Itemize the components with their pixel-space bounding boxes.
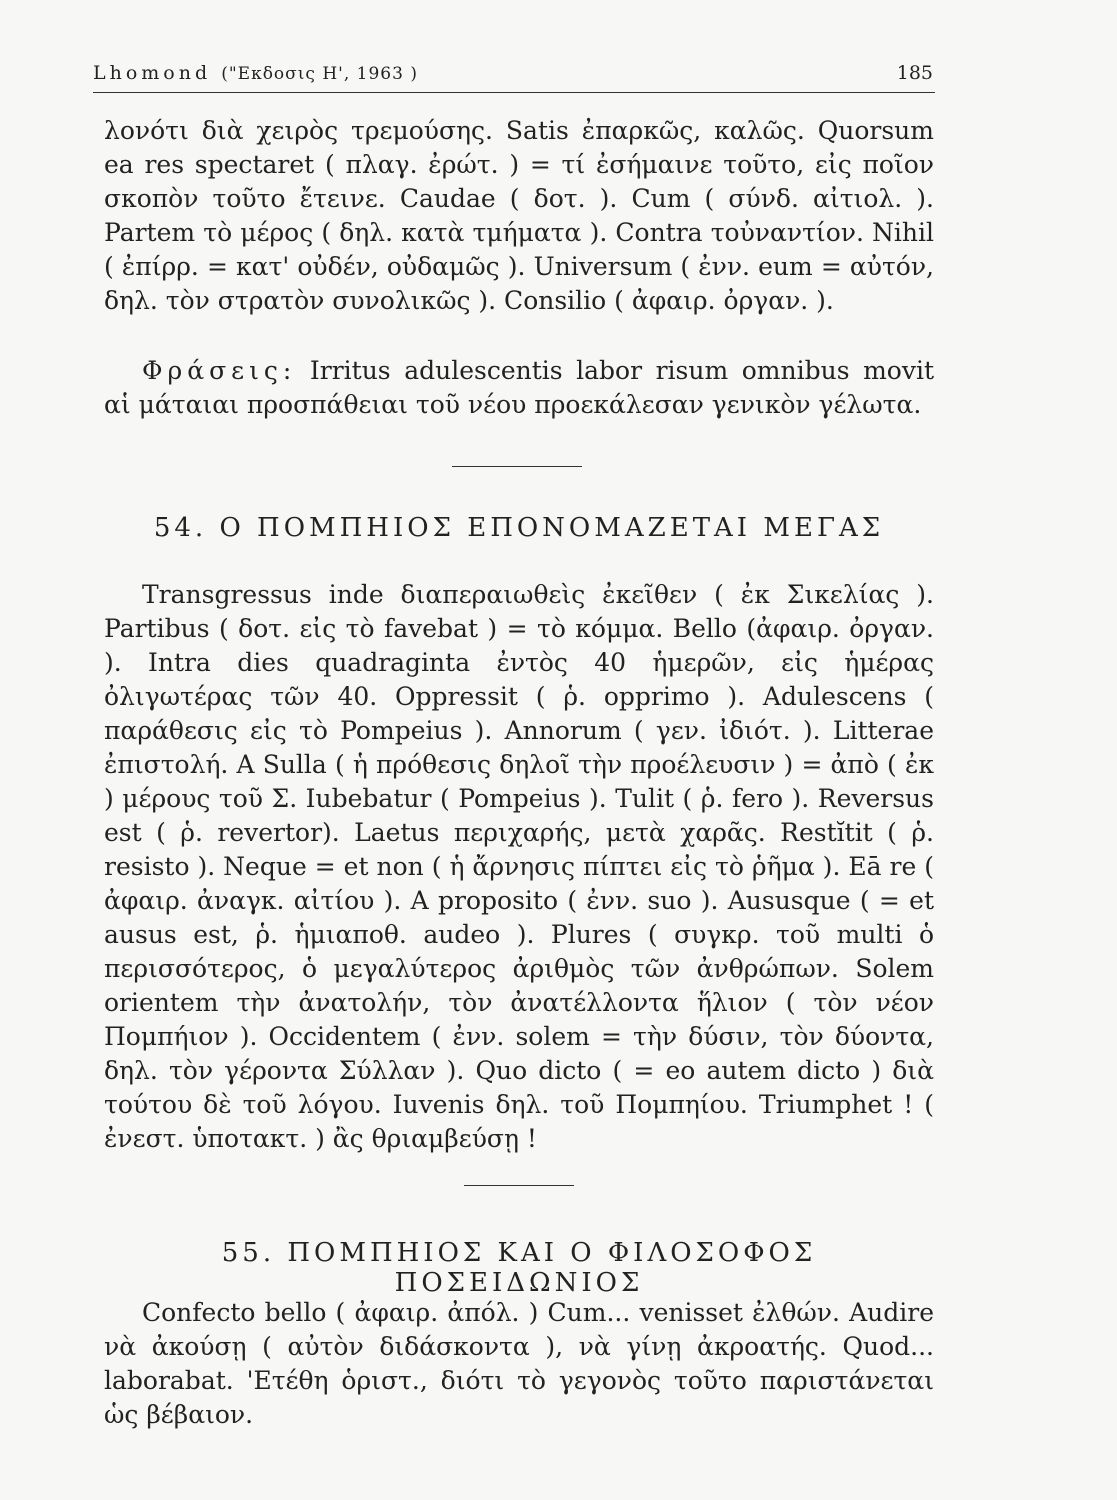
section-55-body: Confecto bello ( ἀφαιρ. ἀπόλ. ) Cum... venisset ἐλθών. Audire νὰ ἀκούσῃ ( αὐτὸν διδάσκοντα ), νὰ γίνῃ ἀκροατής. Quod... laborabat. 'Ετέθη ὁριστ., διότι τὸ γεγονὸς τοῦτο παριστάνεται ὡς βέβαιον.: [104, 1298, 934, 1429]
section-54-body: Transgressus inde διαπεραιωθεὶς ἐκεῖθεν ( ἐκ Σικελίας ). Partibus ( δοτ. εἰς τὸ favebat ) = τὸ κόμμα. Bello (ἀφαιρ. ὀργαν. ). Intra dies quadraginta ἐντὸς 40 ἡμερῶν, εἰς ἡμέρας ὀλιγωτέρας τῶν 40. Oppressit ( ῥ. opprimo ). Adulescens ( παράθεσις εἰς τὸ Pompeius ). Annorum ( γεν. ἰδιότ. ). Litterae ἐπιστολή. A Sulla ( ἡ πρόθεσις δηλοῖ τὴν προέλευσιν ) = ἀπὸ ( ἐκ ) μέρους τοῦ Σ. Iubebatur ( Pompeius ). Tulit ( ῥ. fero ). Reversus est ( ῥ. revertor). Laetus περιχαρής, μετὰ χαρᾶς. Restĭtit ( ῥ. resisto ). Neque = et non ( ἡ ἄρνησις πίπτει εἰς τὸ ῥῆμα ). Eā re ( ἀφαιρ. ἀναγκ. αἰτίου ). A proposito ( ἐνν. suo ). Aususque ( = et ausus est, ῥ. ἡμιαποθ. audeo ). Plures ( συγκρ. τοῦ multi ὁ περισσότερος, ὁ μεγαλύτερος ἀριθμὸς τῶν ἀνθρώπων. Solem orientem τὴν ἀνατολήν, τὸν ἀνατέλλοντα ἥλιον ( τὸν νέον Πομπήιον ). Occidentem ( ἐνν. solem = τὴν δύσιν, τὸν δύοντα, δηλ. τὸν γέροντα Σύλλαν ). Quo dicto ( = eo autem dicto ) διὰ τούτου δὲ τοῦ λόγου. Iuvenis δηλ. τοῦ Πομπηίου. Triumphet ! ( ἐνεστ. ὑποτακτ. ) ἂς θριαμβεύσῃ !: [104, 580, 934, 1153]
phrases-paragraph: [104, 354, 934, 422]
section-divider: [464, 1185, 574, 1186]
phrases-label: Φράσεις:: [142, 356, 297, 385]
phrases-text: Irritus adulescentis labor risum omnibus movit αἱ μάταιαι προσπάθειαι τοῦ νέου προεκάλεσαν γενικὸν γέλωτα.: [104, 356, 934, 419]
edition-note: ("Εκδοσις Η', 1963 ): [221, 64, 418, 84]
page-header: [93, 62, 935, 93]
page-number: 185: [896, 62, 933, 84]
intro-paragraph: λονότι διὰ χειρὸς τρεμούσης. Satis ἐπαρκῶς, καλῶς. Quorsum ea res spectaret ( πλαγ. ἐρώτ. ) = τί ἐσήμαινε τοῦτο, εἰς ποῖον σκοπὸν τοῦτο ἔτεινε. Caudae ( δοτ. ). Cum ( σύνδ. αἰτιολ. ). Partem τὸ μέρος ( δηλ. κατὰ τμήματα ). Contra τοὐναντίον. Nihil ( ἐπίρρ. = κατ' οὐδέν, οὐδαμῶς ). Universum ( ἐνν. eum = αὐτόν, δηλ. τὸν στρατὸν συνολικῶς ). Consilio ( ἀφαιρ. ὀργαν. ).: [104, 116, 934, 315]
running-title: Lhomond ("Εκδοσις Η', 1963 ): [93, 62, 418, 84]
section-divider: [452, 466, 582, 467]
section-54-title: 54. Ο ΠΟΜΠΗΙΟΣ ΕΠΟΝΟΜΑΖΕΤΑΙ ΜΕΓΑΣ: [153, 513, 885, 543]
section-55-title: 55. ΠΟΜΠΗΙΟΣ ΚΑΙ Ο ΦΙΛΟΣΟΦΟΣ ΠΟΣΕΙΔΩΝΙΟΣ: [221, 1238, 817, 1298]
